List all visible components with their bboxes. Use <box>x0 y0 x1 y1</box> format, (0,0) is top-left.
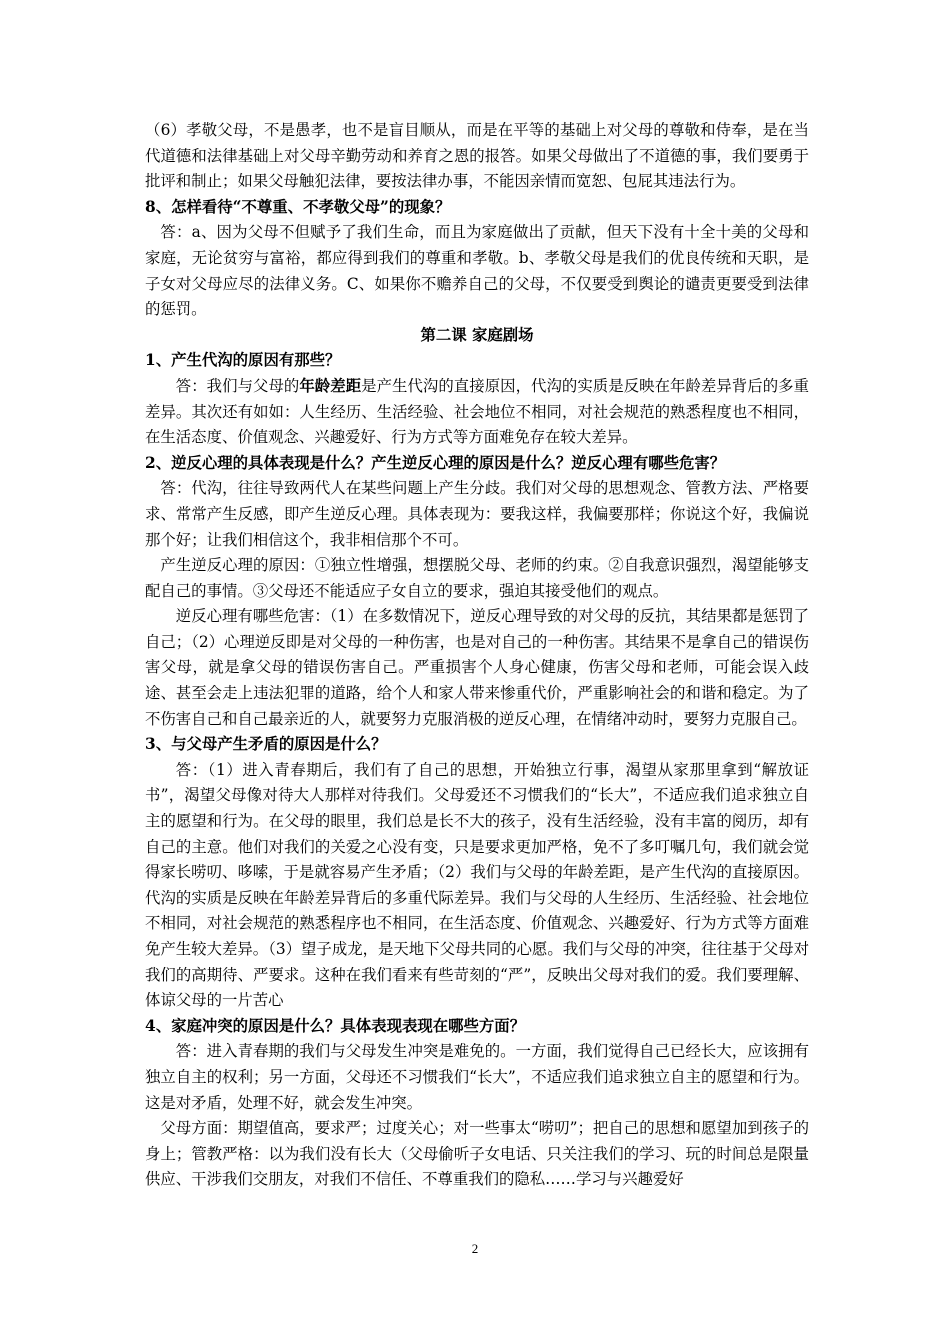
question-heading-2: 2、逆反心理的具体表现是什么？产生逆反心理的原因是什么？逆反心理有哪些危害？ <box>145 453 726 472</box>
question-heading-4: 4、家庭冲突的原因是什么？具体表现表现在哪些方面？ <box>145 1016 526 1035</box>
answer-paragraph-3: 答：（1）进入青春期后，我们有了自己的思想，开始独立行事，渴望从家那里拿到“解放证书”，渴望父母像对待大人那样对待我们。父母爱还不习惯我们的“长大”，不适应我们追求独立自主的愿望和行为。在父母的眼里，我们总是长不大的孩子，没有生活经验，没有丰富的阅历，却有自己的主意。他们对我们的关爱之心没有变，只是要求更加严格，免不了多叮嘱几句，我们就会觉得家长唠叨、哆嗦，于是就容易产生矛盾；（2）我们与父母的年龄差距，是产生代沟的直接原因。代沟的实质是反映在年龄差异背后的多重代际差异。我们与父母的人生经历、生活经验、社会地位不相同，对社会规范的熟悉程序也不相同，在生活态度、价值观念、兴趣爱好、行为方式等方面难免产生较大差异。（3）望子成龙，是天地下父母共同的心愿。我们与父母的冲突，往往基于父母对我们的高期待、严要求。这种在我们看来有些苛刻的“严”，反映出父母对我们的爱。我们要理解、体谅父母的一片苦心 <box>145 760 809 1010</box>
answer-1-text-a: 答：我们与父母的 <box>175 376 300 395</box>
answer-paragraph-4-parents: 父母方面：期望值高，要求严；过度关心；对一些事太“唠叨”；把自己的思想和愿望加到孩子的身上；管教严格：以为我们没有长大（父母偷听子女电话、只关注我们的学习、玩的时间总是限量供应、干涉我们交朋友，对我们不信任、不尊重我们的隐私……学习与兴趣爱好 <box>145 1119 809 1189</box>
answer-paragraph-2-harms: 逆反心理有哪些危害：（1）在多数情况下，逆反心理导致的对父母的反抗，其结果都是惩罚了自己；（2）心理逆反即是对父母的一种伤害，也是对自己的一种伤害。其结果不是拿自己的错误伤害父母，就是拿父母的错误伤害自己。严重损害个人身心健康，伤害父母和老师，可能会误入歧途、甚至会走上违法犯罪的道路，给个人和家人带来惨重代价，严重影响社会的和谐和稳定。为了不伤害自己和自己最亲近的人，就要努力克服消极的逆反心理，在情绪冲动时，要努力克服自己。 <box>145 607 809 728</box>
question-heading-3: 3、与父母产生矛盾的原因是什么？ <box>145 735 387 754</box>
paragraph-filial-piety-6: （6）孝敬父母，不是愚孝，也不是盲目顺从，而是在平等的基础上对父母的尊敬和侍奉，是在当代道德和法律基础上对父母辛勤劳动和养育之恩的报答。如果父母做出了不道德的事，我们要勇于批评和制止；如果父母触犯法律，要按法律办事，不能因亲情而宽恕、包屁其违法行为。 <box>145 121 809 191</box>
answer-paragraph-1 <box>145 374 809 451</box>
question-heading-1: 1、产生代沟的原因有那些？ <box>145 351 341 370</box>
answer-1-text-b: 是产生代沟的直接原因，代沟的实质是反映在年龄差异背后的多重差异。其次还有如如：人生经历、生活经验、社会地位不相同，对社会规范的熟悉程度也不相同，在生活态度、价值观念、兴趣爱好、行为方式等方面难免存在较大差异。 <box>145 376 809 447</box>
question-heading-8: 8、怎样看待“不尊重、不孝敬父母”的现象？ <box>145 197 451 216</box>
document-body <box>145 118 809 1193</box>
answer-paragraph-8: 答：a、因为父母不但赋予了我们生命，而且为家庭做出了贡献，但天下没有十全十美的父母和家庭，无论贫穷与富裕，都应得到我们的尊重和孝敬。b、孝敬父母是我们的优良传统和天职，是子女对父母应尽的法律义务。C、如果你不赡养自己的父母，不仅要受到舆论的谴责更要受到法律的惩罚。 <box>145 223 809 319</box>
lesson-title: 第二课 家庭剧场 <box>420 325 534 344</box>
page-number: 2 <box>471 1241 479 1256</box>
answer-paragraph-2-symptoms: 答：代沟，往往导致两代人在某些问题上产生分歧。我们对父母的思想观念、管教方法、严格要求、常常产生反感，即产生逆反心理。具体表现为：要我这样，我偏要那样；你说这个好，我偏说那个好；让我们相信这个，我非相信那个不可。 <box>145 479 809 549</box>
answer-paragraph-2-causes: 产生逆反心理的原因：①独立性增强，想摆脱父母、老师的约束。②自我意识强烈，渴望能够支配自己的事情。③父母还不能适应子女自立的要求，强迫其接受他们的观点。 <box>145 556 809 600</box>
answer-paragraph-4: 答：进入青春期的我们与父母发生冲突是难免的。一方面，我们觉得自己已经长大，应该拥有独立自主的权利；另一方面，父母还不习惯我们“长大”，不适应我们追求独立自主的愿望和行为。这是对矛盾，处理不好，就会发生冲突。 <box>145 1042 809 1112</box>
answer-1-bold-term: 年龄差距 <box>299 376 362 395</box>
